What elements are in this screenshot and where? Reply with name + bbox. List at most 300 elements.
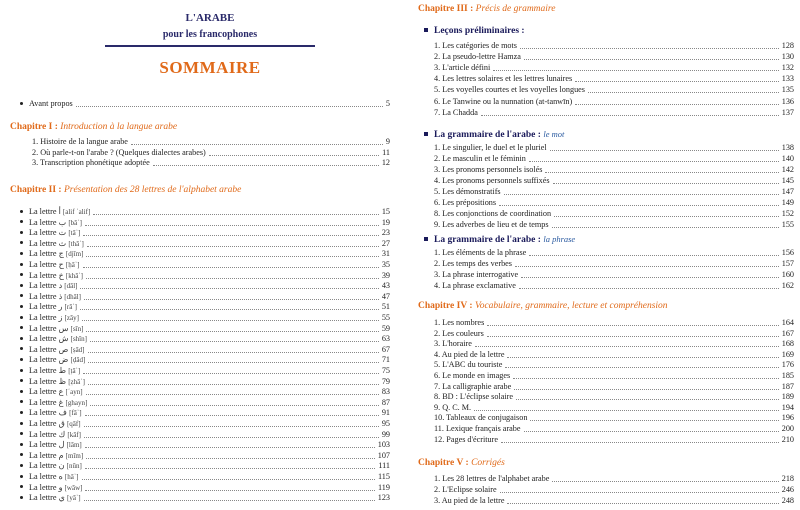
toc-page: 149	[781, 198, 794, 207]
letter-word: La lettre	[29, 387, 57, 397]
toc-page: 168	[781, 339, 794, 349]
letter-word: La lettre	[29, 291, 57, 301]
dot-leader	[501, 441, 779, 443]
toc-row	[434, 143, 794, 153]
toc-row-letter	[20, 430, 390, 440]
dot-leader	[84, 436, 379, 438]
letter-transcription: [dhāl]	[64, 292, 81, 301]
arabic-letter: ل	[58, 440, 65, 450]
toc-row	[32, 158, 390, 168]
toc-label: 3. Transcription phonétique adoptée	[32, 158, 150, 168]
dot-leader	[475, 345, 779, 347]
bullet-icon	[20, 316, 23, 319]
toc-row	[434, 435, 794, 445]
toc-page: 79	[381, 376, 390, 386]
bullet-icon	[20, 231, 23, 234]
dot-leader	[82, 319, 379, 321]
letter-transcription: [nūn]	[66, 462, 82, 471]
toc-row	[434, 318, 794, 328]
bullet-icon	[20, 464, 23, 467]
dot-leader	[514, 388, 778, 390]
toc-row	[434, 424, 794, 434]
bullet-icon	[20, 102, 23, 105]
letter-transcription: [ṣād]	[70, 345, 85, 354]
toc-page: 71	[381, 355, 390, 365]
toc-page: 9	[385, 137, 390, 146]
dot-leader	[86, 277, 379, 279]
toc-page: 51	[381, 302, 390, 312]
toc-page: 160	[781, 270, 794, 279]
bullet-icon	[20, 443, 23, 446]
chapter-label: Chapitre I	[10, 122, 53, 132]
toc-label: 12. Pages d'écriture	[434, 434, 498, 444]
letter-word: La lettre	[29, 260, 57, 269]
toc-row-letter	[20, 377, 390, 387]
toc-page: 218	[781, 474, 794, 483]
letter-transcription: [ʿayn]	[65, 388, 83, 397]
toc-label: 2. Où parle-t-on l'arabe ? (Quelques dialectes arabes)	[32, 147, 206, 157]
toc-row	[434, 85, 794, 95]
arabic-letter: ي	[58, 493, 65, 503]
arabic-letter: ت	[58, 228, 67, 238]
toc-label: 8. BD : L'éclipse solaire	[434, 392, 514, 402]
toc-row	[434, 485, 794, 495]
toc-page: 196	[781, 413, 794, 423]
toc-row	[434, 281, 794, 291]
toc-page: 189	[781, 392, 794, 402]
letter-transcription: [thāʾ]	[68, 239, 84, 248]
toc-page: 130	[781, 52, 794, 62]
toc-page: 142	[781, 165, 794, 174]
letter-word: La lettre	[29, 344, 57, 354]
chapter-3-heading: Chapitre III : Précis de grammaire	[418, 4, 556, 14]
arabic-letter: غ	[58, 397, 64, 407]
toc-label: 2. Les temps des verbes	[434, 259, 512, 268]
arabic-letter: ض	[58, 355, 69, 365]
dot-leader	[85, 467, 376, 469]
toc-row	[434, 259, 794, 269]
square-bullet-icon	[424, 132, 428, 136]
toc-row-letter	[20, 398, 390, 408]
dot-leader	[521, 276, 779, 278]
toc-page: 55	[381, 313, 390, 322]
toc-row-letter	[20, 493, 390, 503]
toc-label: 1. Les nombres	[434, 318, 485, 327]
dot-leader	[88, 351, 379, 353]
letter-word: La lettre	[29, 472, 57, 481]
toc-page: 246	[781, 484, 794, 494]
bullet-icon	[20, 326, 23, 329]
toc-page: 145	[781, 176, 794, 185]
toc-row	[434, 41, 794, 51]
toc-page: 138	[781, 143, 794, 152]
dot-leader	[76, 105, 383, 107]
toc-label: 4. Les pronoms personnels suffixés	[434, 176, 550, 185]
toc-row	[434, 220, 794, 230]
letter-transcription: [khāʾ]	[65, 271, 84, 280]
toc-label: 8. Les conjonctions de coordination	[434, 209, 552, 218]
toc-row	[434, 382, 794, 392]
letter-transcription: [kāf]	[67, 430, 81, 439]
toc-page: 167	[781, 328, 794, 338]
bullet-icon	[20, 369, 23, 372]
dot-leader	[513, 377, 779, 379]
bullet-icon	[20, 422, 23, 425]
bullet-icon	[20, 273, 23, 276]
toc-page: 185	[781, 371, 794, 380]
letter-transcription: [djīm]	[65, 250, 84, 259]
bullet-icon	[20, 358, 23, 361]
dot-leader	[84, 298, 379, 300]
toc-page: 83	[381, 387, 390, 397]
dot-leader	[550, 149, 779, 151]
toc-row	[434, 496, 794, 506]
toc-row	[434, 187, 794, 197]
toc-page: 187	[781, 381, 794, 391]
bullet-icon	[20, 379, 23, 382]
bullet-icon	[20, 347, 23, 350]
arabic-letter: ص	[58, 344, 69, 354]
dot-leader	[505, 366, 778, 368]
dot-leader	[575, 80, 778, 82]
letter-word: La lettre	[29, 376, 57, 386]
toc-row	[434, 209, 794, 219]
arabic-letter: ش	[58, 334, 69, 344]
toc-label: 1. Histoire de la langue arabe	[32, 137, 128, 146]
bullet-icon	[20, 496, 23, 499]
toc-page: 135	[781, 85, 794, 95]
bullet-icon	[20, 411, 23, 414]
letter-transcription: [rāʾ]	[64, 303, 78, 312]
section-heading: La grammaire de l'arabe : le mot	[424, 129, 564, 140]
toc-row	[434, 176, 794, 186]
toc-label: 4. La phrase exclamative	[434, 281, 516, 290]
letter-transcription: [qāf]	[66, 420, 81, 428]
arabic-letter: ف	[58, 408, 68, 418]
arabic-letter: ط	[58, 366, 67, 375]
chapter-title: Corrigés	[471, 458, 505, 468]
dot-leader	[529, 254, 778, 256]
arabic-letter: ج	[58, 249, 64, 259]
dot-leader	[82, 478, 376, 480]
toc-row	[434, 108, 794, 118]
arabic-letter: ر	[58, 302, 63, 312]
dot-leader	[88, 383, 379, 385]
arabic-letter: ث	[58, 238, 67, 248]
dot-leader	[153, 164, 379, 166]
toc-label: 7. La calligraphie arabe	[434, 381, 512, 391]
chapter-label: Chapitre II	[10, 185, 57, 195]
toc-page: 123	[377, 493, 390, 503]
toc-label: 3. Les pronoms personnels isolés	[434, 165, 543, 174]
bullet-icon	[20, 241, 23, 244]
letter-word: La lettre	[29, 429, 57, 439]
letter-transcription: [bāʾ]	[68, 218, 82, 227]
toc-row-letter	[20, 324, 390, 334]
toc-page: 15	[381, 207, 390, 216]
toc-label: 6. Les prépositions	[434, 198, 497, 207]
dot-leader	[499, 204, 779, 206]
letter-transcription: [yāʾ]	[67, 494, 81, 503]
letter-word: La lettre	[29, 207, 57, 216]
chapter-label: Chapitre IV	[418, 301, 468, 311]
toc-page: 87	[381, 397, 390, 407]
toc-page: 12	[381, 158, 390, 168]
bullet-icon	[20, 263, 23, 266]
dot-leader	[487, 324, 778, 326]
bullet-icon	[20, 252, 23, 255]
toc-row-letter	[20, 271, 390, 281]
toc-row-avant-propos	[20, 99, 390, 109]
letter-word: La lettre	[29, 450, 57, 460]
toc-row-letter	[20, 292, 390, 302]
toc-page: 31	[381, 249, 390, 259]
toc-page: 210	[781, 434, 794, 444]
toc-row-letter	[20, 387, 390, 397]
letter-word: La lettre	[29, 281, 57, 291]
dot-leader	[90, 404, 379, 406]
toc-label: 2. Le masculin et le féminin	[434, 154, 526, 163]
bullet-icon	[20, 475, 23, 478]
toc-page: 111	[378, 461, 390, 471]
toc-row-letter	[20, 366, 390, 376]
dot-leader	[86, 393, 379, 395]
dot-leader	[553, 182, 779, 184]
toc-page: 5	[385, 99, 390, 108]
chapter-1-heading: Chapitre I : Introduction à la langue arabe	[10, 122, 178, 132]
bullet-icon	[20, 337, 23, 340]
arabic-letter: ذ	[58, 291, 63, 301]
toc-row	[434, 329, 794, 339]
letter-transcription: [ḥāʾ]	[65, 261, 80, 269]
letter-word: La lettre	[29, 366, 57, 375]
toc-row	[434, 392, 794, 402]
toc-page: 19	[381, 217, 390, 227]
toc-page: 119	[378, 482, 390, 492]
book-subtitle: pour les francophones	[162, 29, 258, 40]
dot-leader	[83, 234, 378, 236]
letter-word: La lettre	[29, 397, 57, 407]
letter-word: La lettre	[29, 355, 57, 365]
toc-label: 6. Le monde en images	[434, 371, 511, 380]
letter-transcription: [mīm]	[65, 451, 84, 460]
letter-transcription: [ghayn]	[65, 398, 88, 407]
letter-transcription: [zāy]	[64, 314, 79, 322]
dot-leader	[86, 457, 375, 459]
toc-row	[434, 74, 794, 84]
arabic-letter: ن	[58, 461, 65, 471]
toc-label: 3. L'horaire	[434, 339, 472, 349]
dot-leader	[552, 226, 779, 228]
toc-row-letter	[20, 408, 390, 418]
toc-page: 39	[381, 270, 390, 280]
toc-row	[32, 137, 390, 147]
toc-row	[434, 52, 794, 62]
toc-row-letter	[20, 345, 390, 355]
arabic-letter: ه	[58, 472, 63, 481]
square-bullet-icon	[424, 237, 428, 241]
arabic-letter: م	[58, 450, 64, 460]
arabic-letter: ك	[58, 429, 66, 439]
toc-row	[434, 474, 794, 484]
bullet-icon	[20, 485, 23, 488]
letter-transcription: [ḍād]	[70, 356, 86, 365]
chapter-title: Précis de grammaire	[475, 4, 556, 14]
toc-page: 95	[381, 419, 390, 428]
dot-leader	[83, 372, 379, 374]
letter-word: La lettre	[29, 228, 57, 238]
toc-page: 155	[781, 220, 794, 229]
dot-leader	[493, 69, 778, 71]
title-divider	[105, 45, 315, 47]
toc-row-letter	[20, 239, 390, 249]
toc-row	[434, 350, 794, 360]
letter-word: La lettre	[29, 270, 57, 280]
dot-leader	[507, 502, 778, 504]
dot-leader	[554, 215, 779, 217]
bullet-icon	[20, 453, 23, 456]
toc-page: 128	[781, 41, 794, 50]
dot-leader	[520, 47, 779, 49]
letter-word: La lettre	[29, 493, 57, 503]
toc-row-letter	[20, 461, 390, 471]
toc-label: 10. Tableaux de conjugaison	[434, 413, 528, 423]
bullet-icon	[20, 432, 23, 435]
toc-label: 1. Le singulier, le duel et le pluriel	[434, 143, 547, 152]
letter-transcription: [dāl]	[64, 282, 78, 291]
toc-row-letter	[20, 228, 390, 238]
toc-row-letter	[20, 302, 390, 312]
arabic-letter: و	[58, 482, 63, 492]
dot-leader	[516, 398, 779, 400]
toc-row	[434, 165, 794, 175]
dot-leader	[84, 425, 379, 427]
letter-word: La lettre	[29, 313, 57, 322]
toc-label: 5. L'ABC du touriste	[434, 360, 503, 370]
toc-page: 75	[381, 366, 390, 375]
toc-page: 107	[377, 450, 390, 460]
toc-label: 4. Au pied de la lettre	[434, 349, 505, 359]
dot-leader	[500, 491, 779, 493]
chapter-2-heading: Chapitre II : Présentation des 28 lettres de l'alphabet arabe	[10, 185, 242, 195]
toc-row-letter	[20, 440, 390, 450]
bullet-icon	[20, 305, 23, 308]
toc-label: 2. L'Eclipse solaire	[434, 484, 497, 494]
toc-row-letter	[20, 355, 390, 365]
toc-page: 164	[781, 318, 794, 327]
letter-transcription: [tāʾ]	[68, 229, 81, 238]
toc-row-letter	[20, 281, 390, 291]
dot-leader	[530, 419, 778, 421]
letter-transcription: [shīn]	[70, 335, 87, 344]
toc-page: 156	[781, 248, 794, 257]
toc-label: 9. Les adverbes de lieu et de temps	[434, 220, 549, 229]
arabic-letter: ظ	[58, 376, 67, 386]
dot-leader	[545, 171, 778, 173]
dot-leader	[83, 266, 379, 268]
toc-row-letter	[20, 218, 390, 228]
toc-page: 157	[781, 259, 794, 268]
toc-page: 194	[781, 402, 794, 412]
toc-label: 1. Les 28 lettres de l'alphabet arabe	[434, 474, 550, 483]
arabic-letter: د	[58, 281, 63, 291]
toc-page: 132	[781, 63, 794, 73]
toc-label: 2. Les couleurs	[434, 328, 484, 338]
toc-page: 59	[381, 323, 390, 333]
toc-page: 47	[381, 291, 390, 301]
toc-page: 35	[381, 260, 390, 269]
dot-leader	[552, 480, 778, 482]
dot-leader	[80, 287, 378, 289]
dot-leader	[515, 265, 779, 267]
letter-word: La lettre	[29, 217, 57, 227]
toc-row	[434, 360, 794, 370]
toc-page: 23	[381, 228, 390, 238]
dot-leader	[85, 414, 379, 416]
toc-row	[434, 63, 794, 73]
letter-word: La lettre	[29, 249, 57, 259]
dot-leader	[575, 103, 779, 105]
toc-row	[434, 413, 794, 423]
dot-leader	[131, 143, 383, 145]
toc-row	[434, 248, 794, 258]
dot-leader	[507, 356, 778, 358]
letter-transcription: [alif ʾalif]	[62, 208, 91, 216]
bullet-icon	[20, 220, 23, 223]
toc-page: 200	[781, 424, 794, 433]
toc-label: 9. Q. C. M.	[434, 402, 472, 412]
dot-leader	[487, 335, 779, 337]
bullet-icon	[20, 294, 23, 297]
dot-leader	[86, 330, 378, 332]
toc-label: 3. La phrase interrogative	[434, 270, 519, 279]
toc-page: 133	[781, 74, 794, 84]
toc-row	[434, 97, 794, 107]
letter-transcription: [lām]	[66, 441, 82, 450]
dot-leader	[524, 58, 779, 60]
toc-row	[434, 339, 794, 349]
letter-word: La lettre	[29, 323, 57, 333]
letter-word: La lettre	[29, 302, 57, 312]
toc-label: 11. Lexique français arabe	[434, 424, 521, 433]
arabic-letter: ز	[58, 313, 63, 322]
letter-transcription: [ṭāʾ]	[68, 367, 81, 375]
bullet-icon	[20, 284, 23, 287]
toc-page: 162	[781, 281, 794, 290]
letter-word: La lettre	[29, 461, 57, 471]
dot-leader	[529, 160, 779, 162]
bullet-icon	[20, 400, 23, 403]
dot-leader	[588, 91, 779, 93]
dot-leader	[481, 114, 779, 116]
chapter-label: Chapitre III	[418, 4, 468, 14]
toc-page: 11	[382, 147, 390, 157]
toc-label: 7. La Chadda	[434, 107, 478, 117]
dot-leader	[93, 213, 379, 215]
toc-row	[434, 154, 794, 164]
toc-label: 3. Au pied de la lettre	[434, 495, 505, 505]
toc-page: 248	[781, 495, 794, 505]
letter-word: La lettre	[29, 408, 57, 418]
toc-label: 5. Les voyelles courtes et les voyelles longues	[434, 85, 585, 95]
toc-page: 91	[381, 408, 390, 418]
toc-row-letter	[20, 451, 390, 461]
toc-page: 136	[781, 96, 794, 106]
letter-word: La lettre	[29, 419, 57, 428]
letter-word: La lettre	[29, 482, 57, 492]
toc-page: 140	[781, 154, 794, 163]
dot-leader	[504, 193, 779, 195]
